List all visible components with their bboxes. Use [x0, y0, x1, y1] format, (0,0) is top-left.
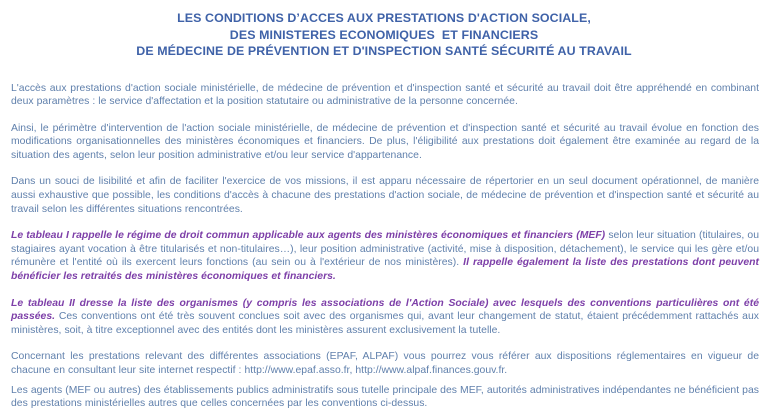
- paragraph-public-establishments: Les agents (MEF ou autres) des établissements publics administratifs sous tutelle principale des MEF, autorités administratives indépendantes ne bénéficient pas des prestations ministérielles autres que celles concernées par les conventions ci-dessus.: [11, 384, 759, 410]
- paragraph-purpose-readability: Dans un souci de lisibilité et afin de faciliter l'exercice de vos missions, il est apparu nécessaire de répertorier en un seul document opérationnel, de manière aussi exhaustive que possible, les conditions d'accès à chacune des prestations d'action sociale, de médecine de prévention et d'inspection santé et sécurité au travail selon les différentes situations rencontrées.: [11, 176, 759, 215]
- document-title: [0, 0, 768, 60]
- document-body: [0, 82, 768, 411]
- paragraph-table-one: [11, 229, 759, 283]
- table-one-retirees-note: Il rappelle également la liste des prestations dont peuvent bénéficier les retraités des ministères économiques et financiers.: [11, 257, 759, 283]
- title-line-3: DE MÉDECINE DE PRÉVENTION ET D'INSPECTION SANTÉ SÉCURITÉ AU TRAVAIL: [136, 44, 632, 58]
- paragraph-associations-links: Concernant les prestations relevant des différentes associations (EPAF, ALPAF) vous pourrez vous référer aux dispositions réglementaires en vigueur de chacune en consultant leur site internet respectif : http://www.epaf.asso.fr, http://www.alpaf.finances.gouv.fr.: [11, 351, 759, 376]
- paragraph-table-two: [11, 297, 759, 338]
- title-line-2: DES MINISTERES ECONOMIQUES ET FINANCIERS: [229, 27, 539, 42]
- table-two-detail: Ces conventions ont été très souvent conclues soit avec des organismes qui, avant leur changement de statut, étaient précédemment rattachés aux ministères, soit, à titre exceptionnel avec des entités dont les ministères assurent exclusivement la tutelle.: [11, 311, 759, 336]
- paragraph-scope-evolution: Ainsi, le périmètre d'intervention de l'action sociale ministérielle, de médecine de prévention et d'inspection santé et sécurité au travail évolue en fonction des modifications organisationnelles des ministères économiques et financiers. De plus, l'éligibilité aux prestations doit également être examinée au regard de la situation des agents, selon leur position administrative et/ou leur service d'appartenance.: [11, 122, 759, 161]
- table-two-lead-in: Le tableau II dresse la liste des organismes (y compris les associations de l'Action Sociale) avec lesquels des conventions particulières ont été passées.: [11, 297, 759, 323]
- title-line-1: LES CONDITIONS D’ACCES AUX PRESTATIONS D'ACTION SOCIALE,: [177, 11, 591, 25]
- paragraph-access-criteria: L'accès aux prestations d'action sociale ministérielle, de médecine de prévention et d'inspection santé et sécurité au travail doit être appréhendé en combinant deux paramètres : le service d'affectation et la position statutaire ou administrative de la personne concernée.: [11, 82, 759, 108]
- table-one-detail: selon leur situation (titulaires, ou stagiaires ayant vocation à être titularisés et non-titulaires…), leur position administrative (activité, mise à disposition, détachement), le service qui les gère et/ou rémunère et l'entité où ils exercent leurs fonctions (au sein ou à l'extérieur de nos ministères).: [11, 230, 759, 269]
- table-one-lead-in: Le tableau I rappelle le régime de droit commun applicable aux agents des ministères économiques et financiers (MEF): [11, 230, 606, 242]
